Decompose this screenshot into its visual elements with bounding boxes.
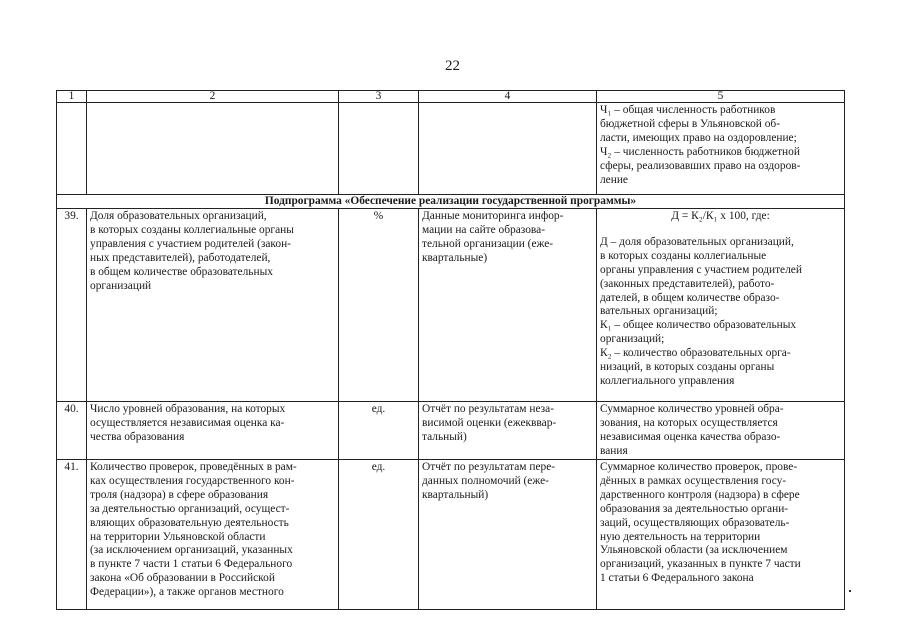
- text-line: К₂ – количество образовательных орга-: [600, 347, 791, 360]
- text-line: заций, осуществляющих образователь-: [600, 516, 790, 529]
- data-source: [419, 402, 597, 460]
- calculation-method: [597, 209, 845, 402]
- table-row: [57, 103, 845, 195]
- cell-calc: [597, 103, 845, 195]
- text-line: мации на сайте образова-: [422, 223, 545, 236]
- unit: ед.: [339, 460, 419, 610]
- text-line: управления с участием родителей (закон-: [90, 237, 291, 250]
- text-line: вания: [600, 444, 628, 457]
- text-line: квартальный): [422, 488, 489, 501]
- text-line: (за исключением организаций, указанных: [90, 544, 293, 557]
- text-line: К₁ – общее количество образовательных: [600, 319, 797, 332]
- text-line: образования за деятельностью органи-: [600, 502, 789, 515]
- text-line: Отчёт по результатам неза-: [422, 403, 554, 415]
- text-line: вляющих образовательную деятельность: [90, 516, 289, 529]
- text-line: зования, на которых осуществляется: [600, 416, 778, 429]
- text-line: закона «Об образовании в Российской: [90, 572, 275, 585]
- formula: Д = К₂/К₁ х 100, где:: [671, 210, 770, 222]
- text-line: чества образования: [90, 430, 185, 443]
- text-line: висимой оценки (ежекввар-: [422, 416, 557, 429]
- text-line: Число уровней образования, на которых: [90, 403, 286, 415]
- text-line: Количество проверок, проведённых в рам-: [90, 461, 297, 473]
- text-line: ных представителей), работодателей,: [90, 251, 271, 264]
- table-row: [57, 209, 845, 402]
- text-line: дателей, в общем количестве образо-: [600, 291, 780, 304]
- calculation-method: [597, 460, 845, 610]
- text-line: ласти, имеющих право на оздоровление;: [600, 131, 797, 144]
- text-line: организаций;: [600, 333, 665, 346]
- header-cell: 2: [87, 91, 339, 103]
- text-line: Данные мониторинга инфор-: [422, 210, 564, 222]
- data-source: [419, 209, 597, 402]
- header-row: [57, 91, 845, 103]
- section-title: Подпрограмма «Обеспечение реализации государственной программы»: [57, 195, 845, 209]
- table-row: [57, 460, 845, 610]
- scan-speck: [849, 590, 851, 592]
- header-cell: 3: [339, 91, 419, 103]
- row-number: 39.: [57, 209, 87, 402]
- text-line: ках осуществления государственного кон-: [90, 474, 295, 487]
- text-line: дарственного контроля (надзора) в сфере: [600, 488, 800, 501]
- text-line: осуществляется независимая оценка ка-: [90, 416, 285, 429]
- row-number: 40.: [57, 402, 87, 460]
- text-line: Доля образовательных организаций,: [90, 210, 267, 222]
- cell-unit: [339, 103, 419, 195]
- indicators-table: [56, 90, 845, 610]
- text-line: сферы, реализовавших право на оздоров-: [600, 159, 801, 172]
- indicator-name: [87, 402, 339, 460]
- header-cell: 5: [597, 91, 845, 103]
- text-line: коллегиального управления: [600, 374, 735, 387]
- cell-name: [87, 103, 339, 195]
- text-line: на территории Ульяновской области: [90, 530, 266, 543]
- text-line: Федерации»), а также органов местного: [90, 586, 284, 599]
- unit: %: [339, 209, 419, 402]
- text-line: организаций: [90, 279, 152, 292]
- cell-source: [419, 103, 597, 195]
- text-line: Суммарное количество проверок, прове-: [600, 461, 798, 473]
- header-cell: 4: [419, 91, 597, 103]
- text-line: органы управления с участием родителей: [600, 263, 802, 276]
- text-line: квартальные): [422, 251, 488, 264]
- calculation-method: [597, 402, 845, 460]
- indicator-name: [87, 209, 339, 402]
- text-line: Ч₂ – численность работников бюджетной: [600, 145, 800, 158]
- text-line: независимая оценка качества образо-: [600, 430, 781, 443]
- text-line: Ч₁ – общая численность работников: [600, 104, 776, 116]
- text-line: Отчёт по результатам пере-: [422, 461, 556, 473]
- text-line: данных полномочий (еже-: [422, 474, 549, 487]
- text-line: низаций, в которых созданы органы: [600, 361, 775, 374]
- text-line: Суммарное количество уровней обра-: [600, 403, 784, 415]
- text-line: бюджетной сферы в Ульяновской об-: [600, 117, 780, 130]
- text-line: ление: [600, 173, 628, 186]
- page-number: 22: [445, 58, 460, 74]
- data-source: [419, 460, 597, 610]
- text-line: в которых созданы коллегиальные органы: [90, 223, 294, 236]
- text-line: в которых созданы коллегиальные: [600, 249, 767, 262]
- text-line: Ульяновской области (за исключением: [600, 544, 788, 557]
- row-number: 41.: [57, 460, 87, 610]
- text-line: дённых в рамках осуществления госу-: [600, 474, 787, 487]
- text-line: троля (надзора) в сфере образования: [90, 488, 269, 501]
- indicator-name: [87, 460, 339, 610]
- text-line: тальный): [422, 430, 467, 443]
- text-line: (законных представителей), работо-: [600, 277, 775, 290]
- text-line: 1 статьи 6 Федерального закона: [600, 572, 754, 585]
- text-line: в общем количестве образовательных: [90, 265, 273, 278]
- text-line: вательных организаций;: [600, 305, 718, 318]
- text-line: организаций, указанных в пункте 7 части: [600, 558, 801, 571]
- header-cell: 1: [57, 91, 87, 103]
- text-line: за деятельностью организаций, осущест-: [90, 502, 290, 515]
- table-row: [57, 402, 845, 460]
- text-line: в пункте 7 части 1 статьи 6 Федерального: [90, 558, 293, 571]
- unit: ед.: [339, 402, 419, 460]
- text-line: Д – доля образовательных организаций,: [600, 235, 794, 248]
- text-line: тельной организации (еже-: [422, 237, 554, 250]
- section-row: [57, 195, 845, 209]
- cell-num: [57, 103, 87, 195]
- text-line: ную деятельность на территории: [600, 530, 761, 543]
